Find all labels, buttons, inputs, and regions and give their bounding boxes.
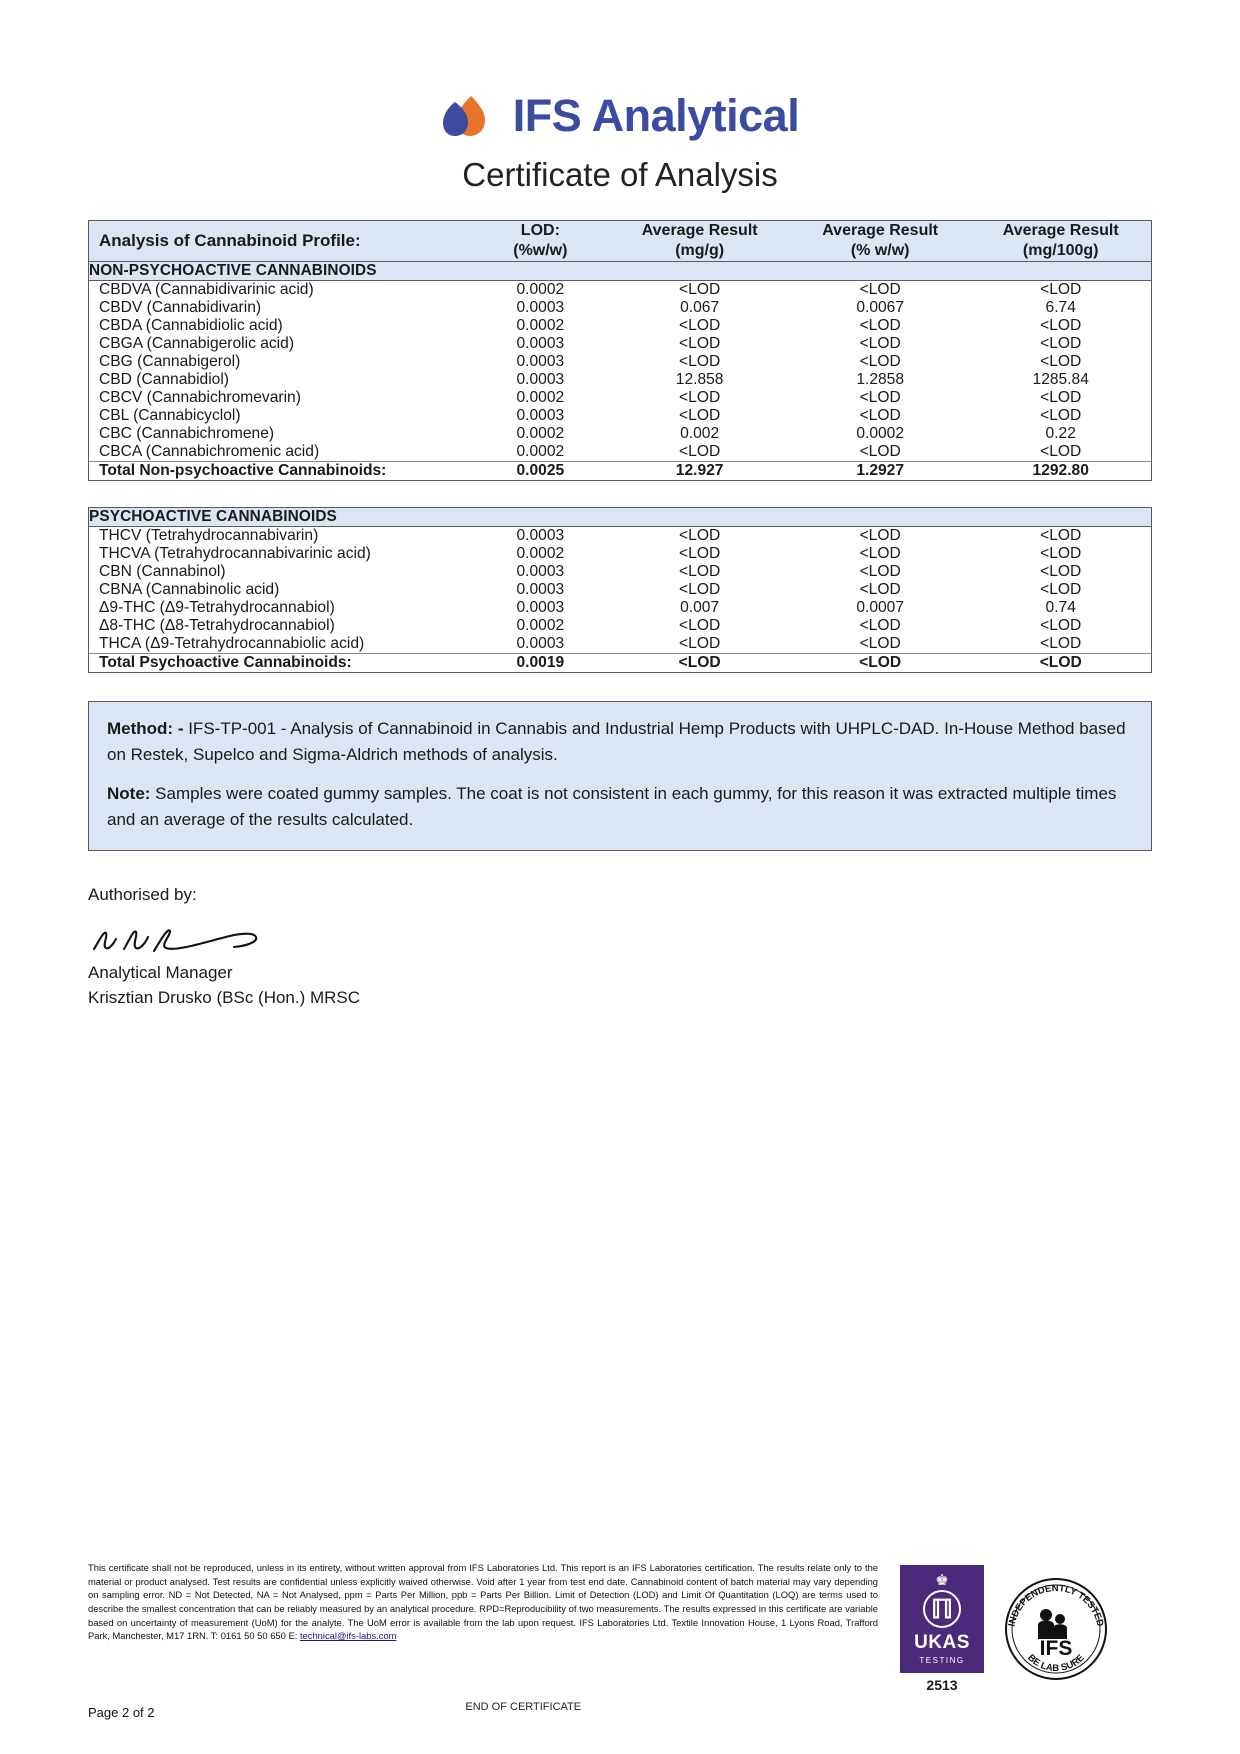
analyte-mg100g: <LOD: [1040, 545, 1082, 562]
analyte-mg100g: 6.74: [1045, 299, 1076, 316]
total-mgg: 12.927: [609, 462, 790, 481]
analyte-lod: 0.0003: [516, 371, 565, 388]
analyte-mgg: <LOD: [679, 545, 721, 562]
total-label: Total Psychoactive Cannabinoids:: [89, 654, 471, 673]
table-row: [89, 599, 1151, 617]
analyte-lod: 0.0003: [516, 335, 565, 352]
section-header-non-psychoactive: NON-PSYCHOACTIVE CANNABINOIDS: [89, 262, 1151, 281]
analyte-lod: 0.0002: [516, 425, 565, 442]
analyte-mgg: <LOD: [679, 335, 721, 352]
table-row: [89, 389, 1151, 407]
analyte-pct: <LOD: [859, 353, 901, 370]
analyte-pct: 0.0002: [856, 425, 905, 442]
table-row: [89, 335, 1151, 353]
analyte-mgg: <LOD: [679, 353, 721, 370]
analyte-name: CBNA (Cannabinolic acid): [99, 581, 280, 598]
analyte-name: CBG (Cannabigerol): [99, 353, 241, 370]
method-text: IFS-TP-001 - Analysis of Cannabinoid in Cannabis and Industrial Hemp Products with UHPLC-DAD. In-House Method based on Restek, Supelco and Sigma-Aldrich methods of analysis.: [107, 719, 1126, 764]
analyte-name: CBDA (Cannabidiolic acid): [99, 317, 283, 334]
disclaimer-text: [88, 1561, 878, 1643]
analyte-mg100g: 1285.84: [1032, 371, 1089, 388]
analyte-mgg: <LOD: [679, 635, 721, 652]
analyte-mg100g: <LOD: [1040, 527, 1082, 544]
analyte-mg100g: <LOD: [1040, 563, 1082, 580]
analyte-name: CBCV (Cannabichromevarin): [99, 389, 301, 406]
analyte-mgg: <LOD: [679, 407, 721, 424]
svg-text:BE LAB SURE: BE LAB SURE: [1025, 1652, 1087, 1675]
analyte-mgg: <LOD: [679, 617, 721, 634]
analyte-lod: 0.0002: [516, 389, 565, 406]
note-paragraph: [107, 781, 1133, 832]
non-psychoactive-table-wrap: [88, 220, 1152, 481]
table-row: [89, 581, 1151, 599]
analyte-mg100g: 0.22: [1045, 425, 1076, 442]
table-row: [89, 443, 1151, 462]
analyte-pct: <LOD: [859, 407, 901, 424]
total-row-psychoactive: [89, 654, 1151, 673]
ukas-subtitle: TESTING: [919, 1656, 965, 1665]
analyte-mgg: <LOD: [679, 527, 721, 544]
page-number: Page 2 of 2: [88, 1705, 155, 1720]
analyte-mg100g: <LOD: [1040, 581, 1082, 598]
analyte-pct: <LOD: [859, 527, 901, 544]
table-row: [89, 563, 1151, 581]
analyte-name: CBCA (Cannabichromenic acid): [99, 443, 320, 460]
table-row: [89, 545, 1151, 563]
authorisation-block: [88, 885, 1152, 1010]
analyte-mgg: 0.067: [680, 299, 720, 316]
analyte-lod: 0.0003: [516, 599, 565, 616]
analyte-pct: <LOD: [859, 581, 901, 598]
ukas-accreditation-number: 2513: [926, 1677, 958, 1693]
method-label: Method: -: [107, 719, 184, 738]
analyte-mgg: <LOD: [679, 581, 721, 598]
analyte-mg100g: <LOD: [1040, 635, 1082, 652]
analyte-name: Δ9-THC (Δ9-Tetrahydrocannabiol): [99, 599, 335, 616]
cannabinoid-profile-table: [89, 221, 1151, 480]
analyte-pct: <LOD: [859, 317, 901, 334]
table-header-row: [89, 221, 1151, 262]
ukas-symbol-icon: ℿ: [923, 1590, 961, 1628]
table-row: [89, 635, 1151, 654]
authorised-by-label: Authorised by:: [88, 885, 197, 904]
table-row: [89, 407, 1151, 425]
brand-header: [88, 89, 1152, 141]
analyte-mg100g: <LOD: [1040, 335, 1082, 352]
total-pct: <LOD: [790, 654, 971, 673]
accreditation-marks: [900, 1565, 1110, 1693]
analyte-name: CBGA (Cannabigerolic acid): [99, 335, 295, 352]
analyte-pct: <LOD: [859, 545, 901, 562]
analyte-mg100g: <LOD: [1040, 281, 1082, 298]
table-row: [89, 425, 1151, 443]
table-row: [89, 353, 1151, 371]
analyte-name: CBC (Cannabichromene): [99, 425, 275, 442]
analyte-mgg: 0.007: [680, 599, 720, 616]
col-header-lod: LOD: (%w/w): [471, 221, 609, 262]
analyte-name: CBDV (Cannabidivarin): [99, 299, 262, 316]
analyte-pct: <LOD: [859, 335, 901, 352]
analyte-mg100g: <LOD: [1040, 389, 1082, 406]
total-lod: 0.0025: [471, 462, 609, 481]
total-row-non-psychoactive: [89, 462, 1151, 481]
analyte-mgg: <LOD: [679, 389, 721, 406]
end-of-certificate-label: END OF CERTIFICATE: [465, 1700, 582, 1713]
table-row: [89, 527, 1151, 546]
page-footer: [88, 1561, 1152, 1720]
col-header-mgg: Average Result (mg/g): [609, 221, 790, 262]
signer-role: Analytical Manager: [88, 963, 233, 982]
total-lod: 0.0019: [471, 654, 609, 673]
analyte-name: CBL (Cannabicyclol): [99, 407, 241, 424]
analyte-name: CBDVA (Cannabidivarinic acid): [99, 281, 314, 298]
brand-name: IFS Analytical: [512, 89, 800, 141]
handwritten-signature-icon: [88, 915, 1152, 959]
analyte-pct: <LOD: [859, 443, 901, 460]
analyte-name: THCA (Δ9-Tetrahydrocannabiolic acid): [99, 635, 365, 652]
total-mgg: <LOD: [609, 654, 790, 673]
analyte-lod: 0.0002: [516, 281, 565, 298]
analyte-mg100g: <LOD: [1040, 317, 1082, 334]
psychoactive-table: [89, 508, 1151, 672]
total-pct: 1.2927: [790, 462, 971, 481]
table-row: [89, 281, 1151, 300]
col-header-mg100g: Average Result (mg/100g): [970, 221, 1151, 262]
analyte-name: CBN (Cannabinol): [99, 563, 226, 580]
analyte-lod: 0.0003: [516, 581, 565, 598]
table-row: [89, 317, 1151, 335]
page-title: Certificate of Analysis: [462, 156, 778, 193]
analyte-mgg: <LOD: [679, 443, 721, 460]
ukas-block: [900, 1565, 984, 1693]
note-text: Samples were coated gummy samples. The coat is not consistent in each gummy, for this reason it was extracted multiple times and an average of the results calculated.: [107, 784, 1117, 829]
analyte-mgg: <LOD: [679, 563, 721, 580]
note-label: Note:: [107, 784, 151, 803]
method-note-box: [88, 701, 1152, 851]
ifs-droplet-logo-icon: [441, 92, 499, 138]
analyte-mg100g: <LOD: [1040, 353, 1082, 370]
analyte-mgg: 0.002: [680, 425, 720, 442]
analyte-pct: <LOD: [859, 281, 901, 298]
col-header-pct: Average Result (% w/w): [790, 221, 971, 262]
analyte-lod: 0.0002: [516, 443, 565, 460]
analyte-name: Δ8-THC (Δ8-Tetrahydrocannabiol): [99, 617, 335, 634]
analyte-pct: <LOD: [859, 617, 901, 634]
col-header-profile: Analysis of Cannabinoid Profile:: [89, 221, 471, 262]
analyte-lod: 0.0003: [516, 353, 565, 370]
analyte-mgg: 12.858: [675, 371, 724, 388]
analyte-pct: 1.2858: [856, 371, 905, 388]
method-paragraph: [107, 716, 1133, 767]
total-label: Total Non-psychoactive Cannabinoids:: [89, 462, 471, 481]
analyte-mg100g: <LOD: [1040, 407, 1082, 424]
crown-icon: ♚: [935, 1572, 949, 1589]
analyte-lod: 0.0002: [516, 545, 565, 562]
section-header-psychoactive: PSYCHOACTIVE CANNABINOIDS: [89, 508, 1151, 527]
analyte-lod: 0.0002: [516, 617, 565, 634]
total-mg100g: 1292.80: [970, 462, 1151, 481]
analyte-lod: 0.0003: [516, 563, 565, 580]
total-mg100g: <LOD: [970, 654, 1151, 673]
analyte-pct: 0.0067: [856, 299, 905, 316]
contact-email-link[interactable]: technical@ifs-labs.com: [299, 1630, 397, 1642]
analyte-lod: 0.0003: [516, 527, 565, 544]
analyte-mgg: <LOD: [679, 281, 721, 298]
analyte-pct: <LOD: [859, 389, 901, 406]
analyte-mg100g: <LOD: [1040, 443, 1082, 460]
table-row: [89, 371, 1151, 389]
analyte-lod: 0.0002: [516, 317, 565, 334]
analyte-pct: <LOD: [859, 563, 901, 580]
table-row: [89, 617, 1151, 635]
svg-text:IFS: IFS: [1039, 1637, 1073, 1660]
analyte-lod: 0.0003: [516, 635, 565, 652]
disclaimer-body: This certificate shall not be reproduced, unless in its entirety, without written approval from IFS Laboratories Ltd. This report is an IFS Laboratories certification. The results relate only to the material or product analysed. Test results are confidential unless explicitly waived otherwise. Void after 1 year from test end date. Cannabinoid content of batch material may vary depending on sampling error. ND = Not Detected, NA = Not Analysed, ppm = Parts Per Million, ppb = Parts Per Billion. Limit of Detection (LOD) and Limit Of Quantitation (LOQ) are terms used to describe the smallest concentration that can be reliably measured by an analytical procedure. RPD=Reproducibility of two measurements. The results expressed in this certificate are variable based on uncertainty of measurement (UoM) for the analyte. The UoM error is available from the lab upon request. IFS Laboratories Ltd. Textile Innovation House, 1 Lyons Road, Trafford Park, Manchester, M17 1RN. T: 0161 50 50 650 E:: [88, 1562, 878, 1642]
analyte-name: THCV (Tetrahydrocannabivarin): [99, 527, 319, 544]
analyte-mg100g: <LOD: [1040, 617, 1082, 634]
psychoactive-table-wrap: [88, 507, 1152, 673]
analyte-pct: <LOD: [859, 635, 901, 652]
svg-text:INDEPENDENTLY TESTED: INDEPENDENTLY TESTED: [1006, 1582, 1106, 1628]
analyte-lod: 0.0003: [516, 299, 565, 316]
analyte-name: THCVA (Tetrahydrocannabivarinic acid): [99, 545, 371, 562]
signer-name: Krisztian Drusko (BSc (Hon.) MRSC: [88, 987, 361, 1007]
ukas-logo-icon: [900, 1565, 984, 1673]
ukas-wordmark: UKAS: [914, 1632, 970, 1653]
analyte-mg100g: 0.74: [1045, 599, 1076, 616]
analyte-name: CBD (Cannabidiol): [99, 371, 230, 388]
analyte-mgg: <LOD: [679, 317, 721, 334]
ifs-be-lab-sure-mark-icon: [1002, 1575, 1110, 1683]
analyte-pct: 0.0007: [856, 599, 905, 616]
table-row: [89, 299, 1151, 317]
analyte-lod: 0.0003: [516, 407, 565, 424]
